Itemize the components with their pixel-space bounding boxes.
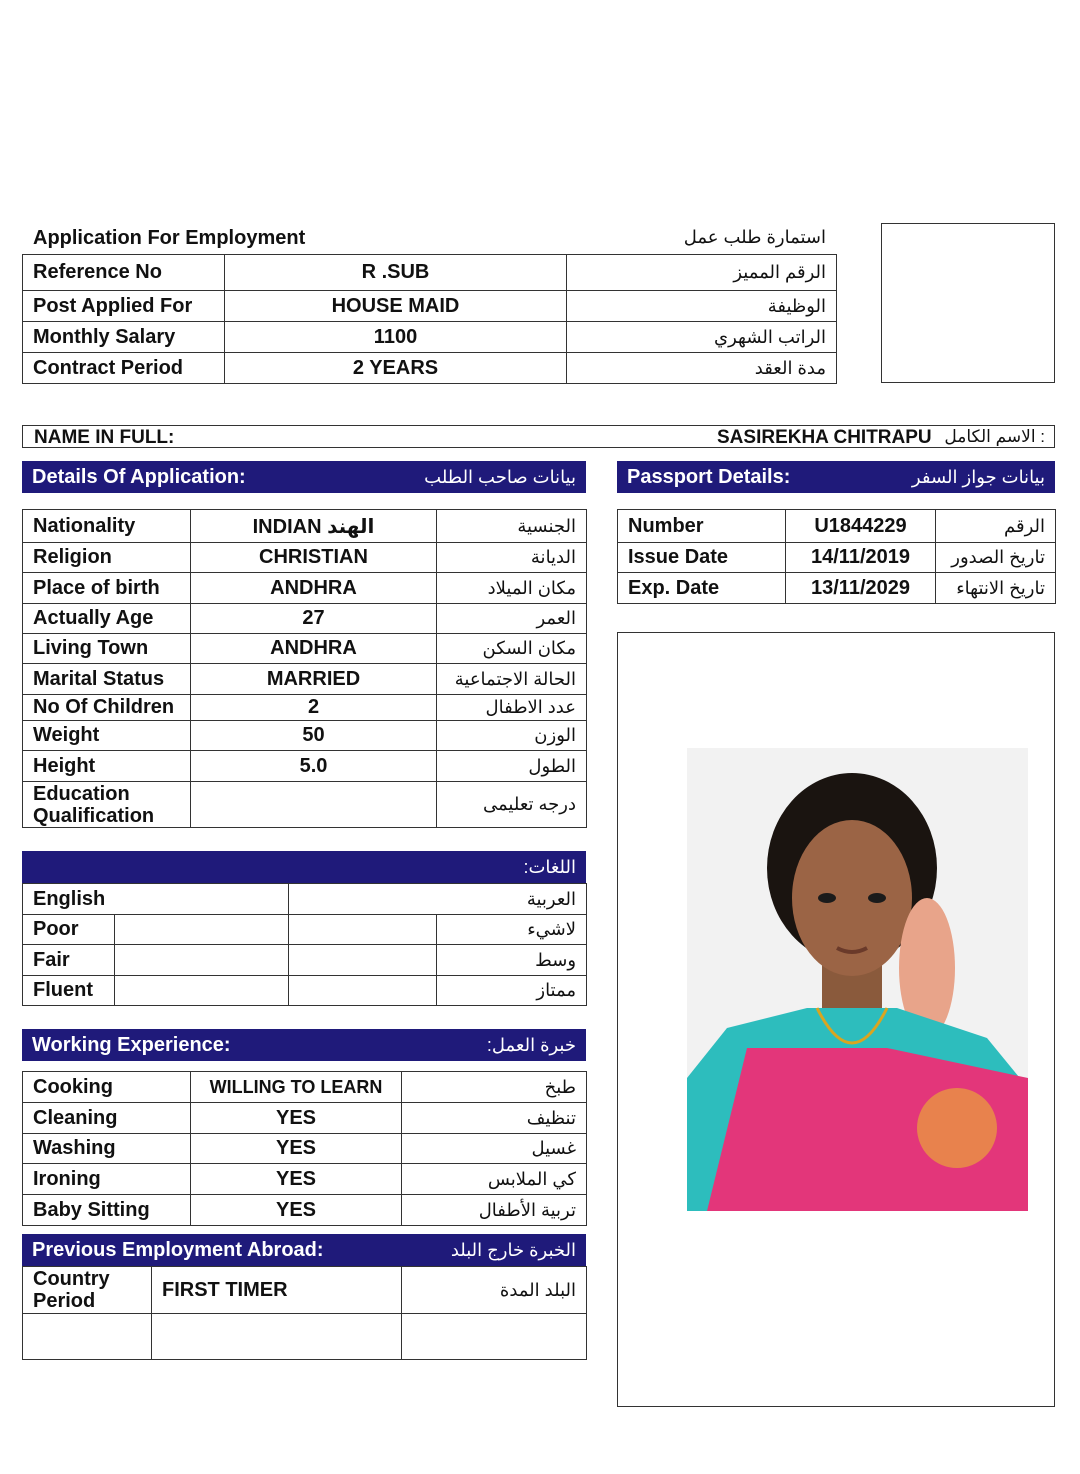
table-row <box>23 782 587 828</box>
row-label-arabic: الوظيفة <box>567 291 837 322</box>
row-label: Cleaning <box>23 1103 191 1134</box>
table-row <box>23 322 837 353</box>
previous-employment-table <box>22 1266 587 1360</box>
table-row <box>618 510 1056 543</box>
row-value: 1100 <box>225 322 567 353</box>
details-title-arabic: بيانات صاحب الطلب <box>424 466 576 487</box>
row-value <box>191 782 437 828</box>
previous-title-arabic: الخبرة خارج البلد <box>450 1239 576 1260</box>
form-title-arabic: استمارة طلب عمل <box>683 227 826 247</box>
row-label-arabic: مكان السكن <box>437 634 587 664</box>
row-value: WILLING TO LEARN <box>191 1072 402 1103</box>
experience-table <box>22 1071 587 1226</box>
row-label: Actually Age <box>23 604 191 634</box>
row-label-arabic: تربية الأطفال <box>402 1195 587 1226</box>
row-label: Weight <box>23 721 191 751</box>
row-label-arabic: الرقم <box>936 510 1056 543</box>
row-label-arabic: مدة العقد <box>567 353 837 384</box>
application-info-table <box>22 254 837 384</box>
table-row <box>23 353 837 384</box>
level-label-arabic: ممتاز <box>437 976 587 1006</box>
row-value: INDIAN الهند <box>191 510 437 543</box>
level-label: Fluent <box>23 976 115 1006</box>
row-label-arabic: عدد الاطفال <box>437 695 587 721</box>
experience-section-header <box>22 1029 586 1061</box>
row-value: 13/11/2029 <box>786 573 936 604</box>
details-section-header <box>22 461 586 493</box>
row-label: Place of birth <box>23 573 191 604</box>
empty-cell <box>23 1314 152 1360</box>
row-value: 50 <box>191 721 437 751</box>
table-row <box>618 573 1056 604</box>
passport-table <box>617 509 1056 604</box>
table-row <box>23 1195 587 1226</box>
full-name-label-arabic: : الاسم الكامل <box>944 427 1045 446</box>
row-label: Washing <box>23 1134 191 1164</box>
row-label-arabic: الطول <box>437 751 587 782</box>
row-label: Contract Period <box>23 353 225 384</box>
row-label: Issue Date <box>618 543 786 573</box>
table-row <box>23 634 587 664</box>
row-label-arabic: تاريخ الانتهاء <box>936 573 1056 604</box>
table-row <box>23 1103 587 1134</box>
table-row <box>23 884 587 915</box>
row-label: Reference No <box>23 255 225 291</box>
full-name-label: NAME IN FULL: <box>34 427 175 448</box>
table-row <box>23 945 587 976</box>
row-value: ANDHRA <box>191 573 437 604</box>
row-label-arabic: غسيل <box>402 1134 587 1164</box>
row-label: Ironing <box>23 1164 191 1195</box>
row-label: Education Qualification <box>23 782 191 828</box>
row-value: FIRST TIMER <box>152 1267 402 1314</box>
small-photo-box <box>881 223 1055 383</box>
table-row <box>23 604 587 634</box>
details-title: Details Of Application: <box>32 465 246 488</box>
row-value: YES <box>191 1195 402 1226</box>
row-value: YES <box>191 1134 402 1164</box>
full-name-row <box>22 425 1055 448</box>
row-value: YES <box>191 1103 402 1134</box>
photo-frame <box>617 632 1055 1407</box>
row-value: ANDHRA <box>191 634 437 664</box>
table-row <box>618 543 1056 573</box>
row-label: Number <box>618 510 786 543</box>
arabic-level-cell <box>289 915 437 945</box>
row-label: Nationality <box>23 510 191 543</box>
table-row <box>23 1072 587 1103</box>
row-value: 27 <box>191 604 437 634</box>
language-arabic-header: العربية <box>289 884 587 915</box>
row-label-arabic: مكان الميلاد <box>437 573 587 604</box>
empty-cell <box>402 1314 587 1360</box>
row-label: Living Town <box>23 634 191 664</box>
table-row <box>23 1164 587 1195</box>
arabic-level-cell <box>289 945 437 976</box>
row-label-arabic: طبخ <box>402 1072 587 1103</box>
table-row <box>23 510 587 543</box>
row-label: Marital Status <box>23 664 191 695</box>
row-value: 2 <box>191 695 437 721</box>
level-label-arabic: وسط <box>437 945 587 976</box>
row-label: Exp. Date <box>618 573 786 604</box>
table-row <box>23 1267 587 1314</box>
row-value: 14/11/2019 <box>786 543 936 573</box>
level-label: Poor <box>23 915 115 945</box>
row-label: Cooking <box>23 1072 191 1103</box>
language-english-header: English <box>23 884 289 915</box>
languages-table <box>22 883 587 1006</box>
table-row <box>23 1314 587 1360</box>
arabic-level-cell <box>289 976 437 1006</box>
languages-title-arabic: اللغات: <box>523 856 576 877</box>
english-level-cell <box>115 915 289 945</box>
previous-title: Previous Employment Abroad: <box>32 1238 324 1261</box>
empty-cell <box>152 1314 402 1360</box>
row-label-arabic: الرقم المميز <box>567 255 837 291</box>
table-row <box>23 1134 587 1164</box>
row-value: HOUSE MAID <box>225 291 567 322</box>
row-value: MARRIED <box>191 664 437 695</box>
details-table <box>22 509 587 828</box>
row-value: YES <box>191 1164 402 1195</box>
table-row <box>23 573 587 604</box>
row-label: Country Period <box>23 1267 152 1314</box>
passport-title-arabic: بيانات جواز السفر <box>911 466 1045 487</box>
row-label-arabic: الوزن <box>437 721 587 751</box>
row-label-arabic: تنظيف <box>402 1103 587 1134</box>
row-label: Height <box>23 751 191 782</box>
row-value: 2 YEARS <box>225 353 567 384</box>
table-row <box>23 543 587 573</box>
row-label: Monthly Salary <box>23 322 225 353</box>
previous-employment-header <box>22 1234 586 1266</box>
row-label-arabic: البلد المدة <box>402 1267 587 1314</box>
row-label-arabic: كي الملابس <box>402 1164 587 1195</box>
level-label: Fair <box>23 945 115 976</box>
table-row <box>23 915 587 945</box>
table-row <box>23 751 587 782</box>
level-label-arabic: لاشيء <box>437 915 587 945</box>
row-label-arabic: درجه تعليمى <box>437 782 587 828</box>
experience-title: Working Experience: <box>32 1033 231 1056</box>
row-label-arabic: الجنسية <box>437 510 587 543</box>
english-level-cell <box>115 945 289 976</box>
row-value: R .SUB <box>225 255 567 291</box>
row-label: Religion <box>23 543 191 573</box>
table-row <box>23 291 837 322</box>
row-label: Post Applied For <box>23 291 225 322</box>
row-value: CHRISTIAN <box>191 543 437 573</box>
full-name-value: SASIREKHA CHITRAPU <box>717 427 932 448</box>
row-label: No Of Children <box>23 695 191 721</box>
table-row <box>23 695 587 721</box>
table-row <box>23 721 587 751</box>
row-label-arabic: العمر <box>437 604 587 634</box>
table-row <box>23 255 837 291</box>
row-label-arabic: تاريخ الصدور <box>936 543 1056 573</box>
form-title: Application For Employment <box>33 227 306 249</box>
passport-title: Passport Details: <box>627 465 791 488</box>
row-label-arabic: الديانة <box>437 543 587 573</box>
table-row <box>23 976 587 1006</box>
applicant-photo <box>687 748 1028 1211</box>
row-value: 5.0 <box>191 751 437 782</box>
languages-section-header <box>22 851 586 883</box>
experience-title-arabic: خبرة العمل: <box>486 1034 576 1055</box>
row-label: Baby Sitting <box>23 1195 191 1226</box>
passport-section-header <box>617 461 1055 493</box>
row-value: U1844229 <box>786 510 936 543</box>
row-label-arabic: الراتب الشهري <box>567 322 837 353</box>
table-row <box>23 664 587 695</box>
english-level-cell <box>115 976 289 1006</box>
row-label-arabic: الحالة الاجتماعية <box>437 664 587 695</box>
